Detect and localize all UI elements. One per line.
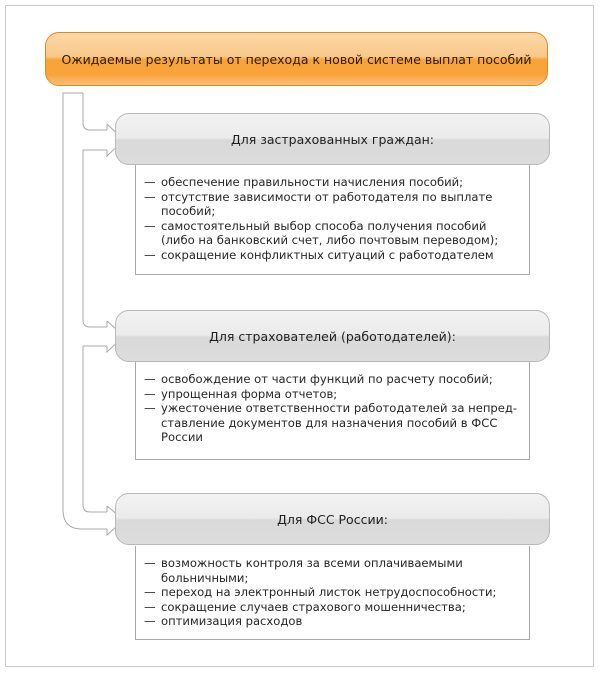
bullet-dash: — — [144, 614, 156, 629]
bullet-dash: — — [144, 189, 156, 204]
bullet-dash: — — [144, 556, 156, 570]
list-item: — обеспечение правильности начисления пособий; — [144, 175, 464, 189]
list-item: — ужесточение ответственности работодателей за непред-ставление документов для назначения пособий в ФСС России — [144, 401, 518, 445]
list-item: — упрощенная форма отчетов; — [144, 386, 338, 401]
section-list-employers — [135, 362, 530, 460]
bullet-dash: — — [144, 218, 156, 233]
list-item: — возможность контроля за всеми оплачиваемыми больничными; — [144, 556, 463, 585]
connector-arrow-1-bottom — [83, 150, 107, 327]
section-list-insured-citizens — [135, 165, 530, 275]
bullet-dash: — — [144, 401, 156, 416]
list-item: — освобождение от части функций по расчету пособий; — [144, 372, 493, 386]
connector-arrow-2-bottom — [83, 346, 107, 512]
bullet-dash: — — [144, 386, 156, 401]
section-heading: Для ФСС России: — [277, 511, 388, 527]
main-title: Ожидаемые результаты от перехода к новой системе выплат пособий — [61, 51, 532, 67]
list-item: — переход на электронный листок нетрудоспособности; — [144, 585, 497, 600]
list-item: — оптимизация расходов — [144, 614, 303, 629]
main-title-box — [45, 32, 548, 86]
bullet-dash: — — [144, 247, 156, 262]
bullet-dash: — — [144, 599, 156, 614]
connector-trunk-inner — [83, 93, 107, 130]
connector-trunk-outer — [63, 93, 107, 529]
bullet-dash: — — [144, 175, 156, 189]
section-header-employers — [115, 310, 550, 362]
bullet-dash: — — [144, 372, 156, 386]
list-item: — отсутствие зависимости от работодателя по выплате пособий; — [144, 189, 493, 219]
section-heading: Для страхователей (работодателей): — [209, 328, 456, 344]
list-item: — сокращение конфликтных ситуаций с работодателем — [144, 247, 494, 262]
section-header-insured-citizens — [115, 113, 550, 165]
section-list-fss-russia — [135, 546, 530, 640]
list-item: — самостоятельный выбор способа получения пособий (либо на банковский счет, либо почтовым переводом); — [144, 218, 499, 248]
list-item: — сокращение случаев страхового мошенничества; — [144, 599, 466, 614]
section-heading: Для застрахованных граждан: — [230, 131, 435, 147]
section-header-fss-russia — [115, 493, 550, 545]
bullet-dash: — — [144, 585, 156, 600]
